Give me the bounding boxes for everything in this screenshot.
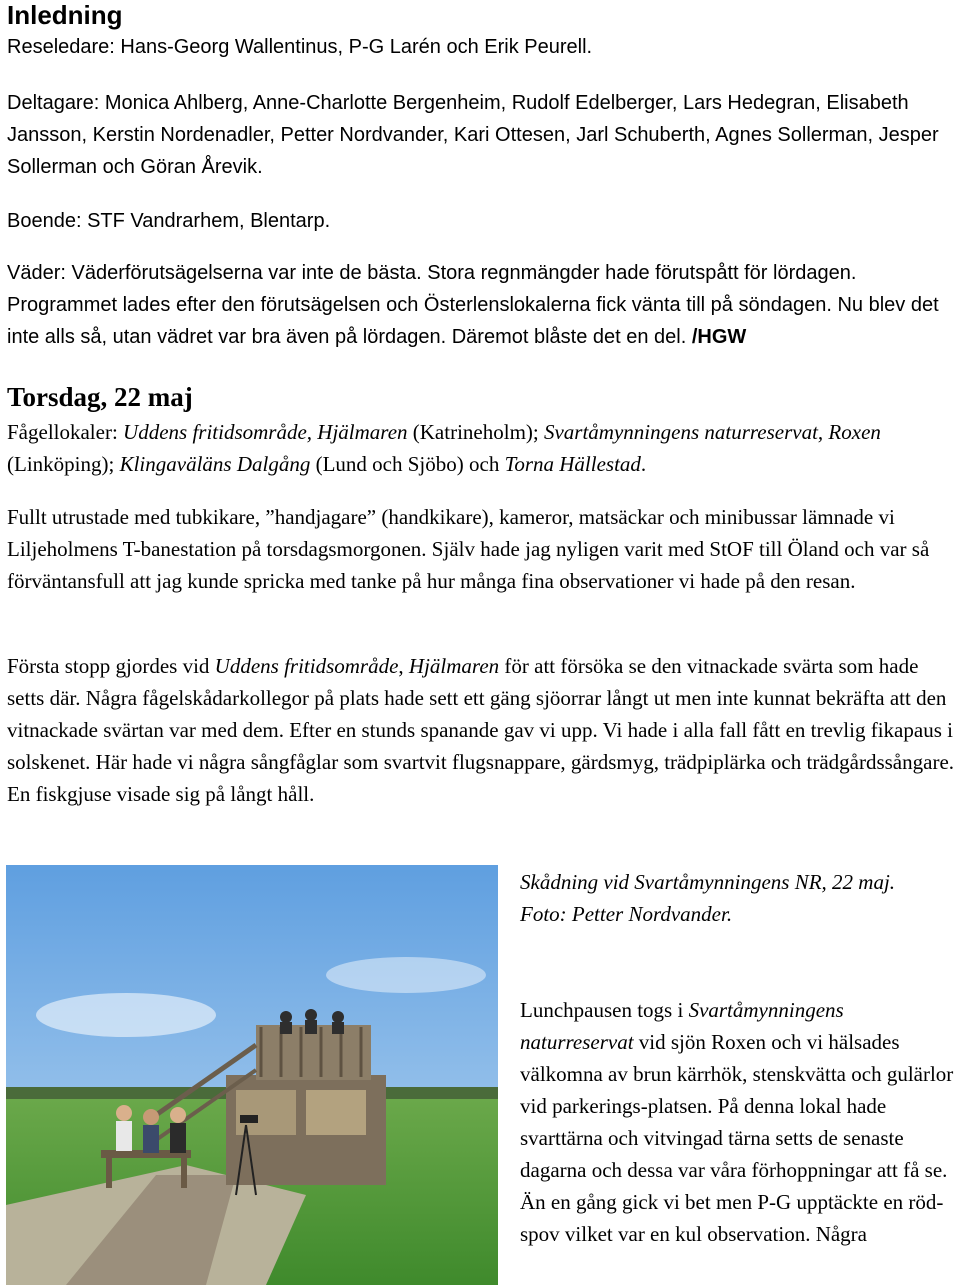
- para2-text-3: för att försöka se den vitnackade svärta som hade setts där. Några fågelskådarkollegor på plats hade sett ett gäng sjöorrar långt ut men inte kunnat bekräfta att den vitnackade svärtan var med dem. Efter en stunds spanande gav vi upp. Vi hade i alla fall fått en trevlig fikapaus i solskenet. Här hade vi några sångfåglar som svartvit flugsnappare, gärdsmyg, trädpiplärka och trädgårdssångare. En fiskgjuse visade sig på långt håll.: [7, 654, 955, 806]
- sidebar-locality: Svartåmynningens naturreservat: [520, 998, 844, 1054]
- body-paragraph-2: [7, 650, 957, 810]
- birdwatching-tower-photo: [6, 865, 498, 1285]
- caption-line-2: Foto: Petter Nordvander.: [520, 902, 733, 926]
- sidebar-text-2: vid sjön Roxen och vi hälsades välkomna av brun kärrhök, stenskvätta och gulärlor vid parkerings-platsen. På denna lokal hade svarttärna och vitvingad tärna setts de senaste dagarna och dessa var våra förhoppningar att få se. Än en gång gick vi bet men P-G upptäckte en röd-spov vilket var en kul observation. Några: [520, 1030, 954, 1246]
- sidebar-paragraph: [520, 994, 960, 1250]
- localities-text-2: (Linköping);: [7, 452, 120, 476]
- locality-1: Uddens fritidsområde, Hjälmaren: [123, 420, 408, 444]
- leaders-line: Reseledare: Hans-Georg Wallentinus, P-G Larén och Erik Peurell.: [7, 36, 593, 58]
- body-paragraph-1: Fullt utrustade med tubkikare, ”handjagare” (handkikare), kameror, matsäckar och minibussar lämnade vi Liljeholmens T-banestation på torsdagsmorgonen. Själv hade jag nyligen varit med StOF till Öland och var så förväntansfull att jag kunde spricka med tanke på hur många fina observationer vi hade på den resan.: [7, 505, 930, 593]
- weather-text: Väder: Väderförutsägelserna var inte de bästa. Stora regnmängder hade förutspått för lördagen. Programmet lades efter den förutsägelsen och Österlenslokalerna fick vänta till på söndagen. Nu blev det inte alls så, utan vädret var bra även på lördagen. Däremot blåste det en del.: [7, 262, 939, 348]
- para2-locality: Uddens fritidsområde: [214, 654, 399, 678]
- day-heading-torsdag: Torsdag, 22 maj: [7, 382, 193, 412]
- para2-text-1: Första stopp gjordes vid: [7, 654, 215, 678]
- photo-illustration: [6, 865, 498, 1285]
- locality-3: Klingaväläns Dalgång: [119, 452, 311, 476]
- localities-text-3: (Lund och Sjöbo) och: [310, 452, 505, 476]
- localities-label: Fågellokaler:: [7, 420, 124, 444]
- locality-4: Torna Hällestad: [504, 452, 641, 476]
- para2-locality-2: Hjälmaren: [408, 654, 500, 678]
- sidebar-text-1: Lunchpausen togs i: [520, 998, 689, 1022]
- lodging-line: Boende: STF Vandrarhem, Blentarp.: [7, 210, 331, 232]
- participants-paragraph: Deltagare: Monica Ahlberg, Anne-Charlotte Bergenheim, Rudolf Edelberger, Lars Hedegran, Elisabeth Jansson, Kerstin Nordenadler, Petter Nordvander, Kari Ottesen, Jarl Schuberth, Agnes Sollerman, Jesper Sollerman och Göran Årevik.: [7, 92, 939, 178]
- caption-line-1: Skådning vid Svartåmynningens NR, 22 maj.: [520, 870, 896, 894]
- photo-caption: [520, 866, 960, 930]
- locality-2: Svartåmynningens naturreservat, Roxen: [543, 420, 881, 444]
- localities-paragraph: [7, 416, 957, 480]
- weather-signature: /HGW: [691, 326, 747, 348]
- localities-text-4: .: [640, 452, 647, 476]
- localities-text-1: (Katrineholm);: [407, 420, 544, 444]
- para2-text-2: ,: [398, 654, 409, 678]
- weather-paragraph: [7, 257, 957, 353]
- section-heading-inledning: Inledning: [7, 0, 123, 30]
